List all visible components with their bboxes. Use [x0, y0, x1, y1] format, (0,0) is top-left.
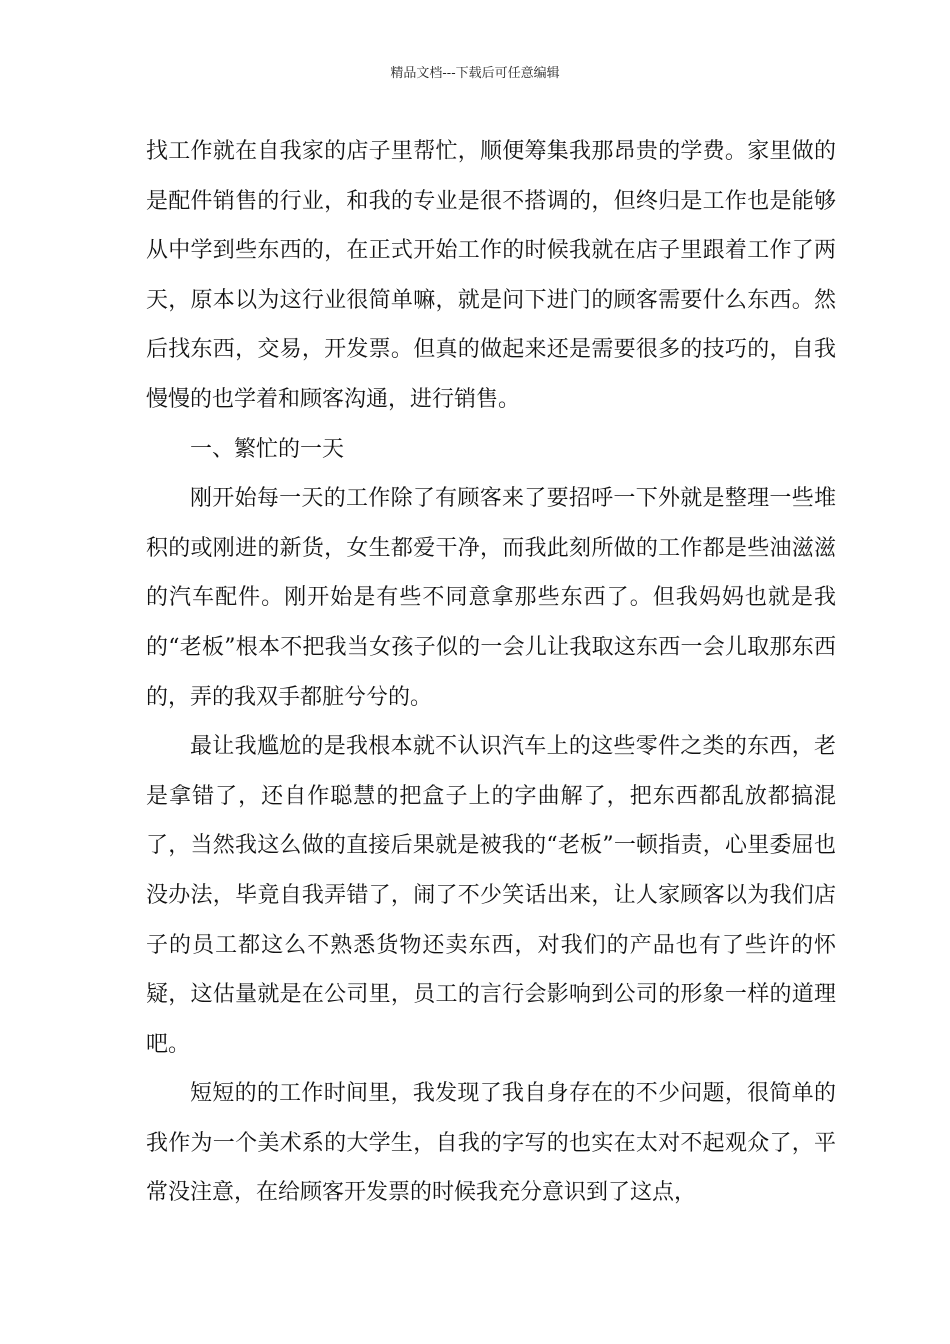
section-heading: 一、繁忙的一天	[190, 436, 345, 462]
paragraph: 最让我尴尬的是我根本就不认识汽车上的这些零件之类的东西，老是拿错了，还自作聪慧的把盒子上的字曲解了，把东西都乱放都搞混了，当然我这么做的直接后果就是被我的“老板”一顿指责，心里委屈也没办法，毕竟自我弄错了，闹了不少笑话出来，让人家顾客以为我们店子的员工都这么不熟悉货物还卖东西，对我们的产品也有了些许的怀疑，这估量就是在公司里，员工的言行会影响到公司的形象一样的道理吧。	[146, 734, 836, 1057]
document-body	[146, 127, 836, 1218]
page-header: 精品文档---下载后可任意编辑	[390, 66, 560, 81]
paragraph-continuation: 找工作就在自我家的店子里帮忙，顺便筹集我那昂贵的学费。家里做的是配件销售的行业，和我的专业是很不搭调的，但终归是工作也是能够从中学到些东西的，在正式开始工作的时候我就在店子里跟着工作了两天，原本以为这行业很简单嘛，就是问下进门的顾客需要什么东西。然后找东西，交易，开发票。但真的做起来还是需要很多的技巧的，自我慢慢的也学着和顾客沟通，进行销售。	[146, 139, 836, 412]
paragraph: 刚开始每一天的工作除了有顾客来了要招呼一下外就是整理一些堆积的或刚进的新货，女生都爱干净，而我此刻所做的工作都是些油滋滋的汽车配件。刚开始是有些不同意拿那些东西了。但我妈妈也就是我的“老板”根本不把我当女孩子似的一会儿让我取这东西一会儿取那东西的，弄的我双手都脏兮兮的。	[146, 486, 836, 710]
paragraph: 短短的的工作时间里，我发现了我自身存在的不少问题，很简单的我作为一个美术系的大学生，自我的字写的也实在太对不起观众了，平常没注意，在给顾客开发票的时候我充分意识到了这点，	[146, 1081, 836, 1206]
